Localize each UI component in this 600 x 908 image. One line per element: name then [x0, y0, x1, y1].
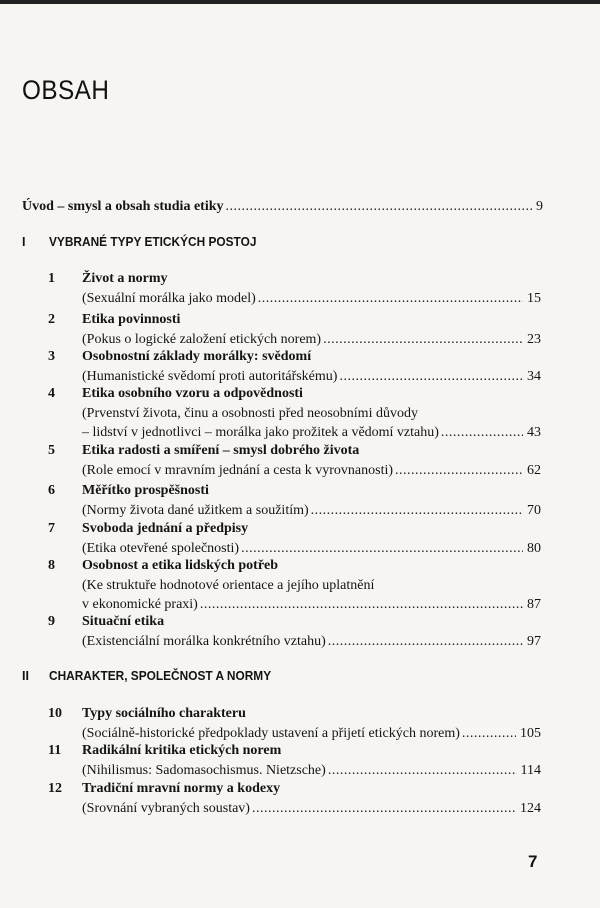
part-number: I: [22, 235, 26, 249]
chapter-title: Osobnost a etika lidských potřeb: [82, 558, 279, 573]
leader-dots: [258, 291, 523, 307]
leader-dots: [441, 425, 523, 441]
intro-title: Úvod – smysl a obsah studia etiky: [22, 199, 224, 214]
chapter-title: Tradiční mravní normy a kodexy: [82, 781, 281, 796]
chapter-subtitle: (Nihilismus: Sadomasochismus. Nietzsche): [82, 762, 326, 778]
chapter-subtitle: (Existenciální morálka konkrétního vztahu): [82, 633, 326, 649]
chapter-number: 11: [48, 743, 62, 758]
leader-dots: [241, 541, 523, 557]
chapter-number: 8: [48, 558, 55, 573]
chapter-number: 6: [48, 483, 55, 498]
intro-page: 9: [536, 199, 543, 214]
part-title: VYBRANÉ TYPY ETICKÝCH POSTOJ: [49, 235, 257, 249]
chapter-number: 4: [48, 386, 55, 401]
leader-dots: [200, 597, 523, 613]
chapter-page: 70: [527, 502, 541, 518]
chapter-subtitle: (Prvenství života, činu a osobnosti před neosobními důvody: [82, 405, 418, 421]
chapter-page: 34: [527, 368, 541, 384]
chapter-page: 87: [527, 597, 541, 612]
chapter-entry: [44, 614, 541, 653]
chapter-page: 97: [527, 633, 541, 649]
chapter-subtitle: (Humanistické svědomí proti autoritářskému): [82, 368, 338, 384]
chapter-number: 1: [48, 271, 55, 286]
chapter-title: Svoboda jednání a předpisy: [82, 521, 249, 536]
chapter-number: 10: [48, 706, 62, 721]
chapter-title: Radikální kritika etických norem: [82, 743, 282, 758]
part-heading: [22, 669, 283, 683]
chapter-entry: [44, 483, 541, 522]
chapter-title: Osobnostní základy morálky: svědomí: [82, 349, 312, 364]
chapter-title: Život a normy: [82, 271, 168, 286]
leader-dots: [462, 726, 516, 742]
chapter-subtitle: (Srovnání vybraných soustav): [82, 800, 250, 816]
chapter-number: 2: [48, 312, 55, 327]
chapter-title: Typy sociálního charakteru: [82, 706, 246, 721]
chapter-entry: [44, 743, 541, 782]
leader-dots: [226, 199, 533, 215]
chapter-entry: [44, 349, 541, 388]
leader-dots: [328, 634, 523, 650]
leader-dots: [252, 801, 516, 817]
chapter-subtitle: (Pokus o logické založení etických norem): [82, 331, 322, 347]
part-title: CHARAKTER, SPOLEČNOST A NORMY: [49, 669, 272, 683]
chapter-page: 80: [527, 540, 541, 556]
page-number: 7: [528, 852, 538, 871]
chapter-page: 114: [520, 762, 541, 778]
chapter-page: 43: [527, 425, 541, 440]
chapter-title: Měřítko prospěšnosti: [82, 483, 209, 498]
chapter-title: Situační etika: [82, 614, 165, 629]
chapter-page: 105: [520, 725, 541, 741]
chapter-entry: [44, 558, 541, 617]
chapter-entry: [44, 271, 541, 310]
chapter-page: 23: [527, 331, 541, 347]
part-number: II: [22, 669, 29, 683]
part-heading: [22, 235, 267, 249]
toc-intro-entry: [22, 199, 543, 215]
leader-dots: [395, 463, 523, 479]
chapter-entry: [44, 781, 541, 820]
chapter-number: 5: [48, 443, 55, 458]
chapter-subtitle: – lidství v jednotlivci – morálka jako prožitek a vědomí vztahu): [82, 425, 439, 440]
chapter-subtitle: (Sociálně-historické předpoklady ustavení a přijetí etických norem): [82, 725, 460, 741]
chapter-title: Etika osobního vzoru a odpovědnosti: [82, 386, 303, 401]
page-title: OBSAH: [22, 75, 110, 105]
chapter-number: 12: [48, 781, 62, 796]
chapter-entry: [44, 386, 541, 445]
chapter-number: 7: [48, 521, 55, 536]
chapter-page: 62: [527, 462, 541, 478]
page-edge: [0, 0, 600, 4]
chapter-number: 3: [48, 349, 55, 364]
leader-dots: [328, 763, 517, 779]
leader-dots: [311, 503, 523, 519]
chapter-page: 124: [520, 800, 541, 816]
chapter-number: 9: [48, 614, 55, 629]
leader-dots: [323, 332, 523, 348]
chapter-subtitle: (Ke struktuře hodnotové orientace a jejího uplatnění: [82, 577, 375, 593]
leader-dots: [339, 369, 523, 385]
chapter-title: Etika radosti a smíření – smysl dobrého života: [82, 443, 360, 458]
chapter-subtitle: (Etika otevřené společnosti): [82, 540, 240, 556]
chapter-entry: [44, 706, 541, 745]
chapter-subtitle: (Sexuální morálka jako model): [82, 290, 256, 306]
chapter-entry: [44, 521, 541, 560]
chapter-page: 15: [527, 290, 541, 306]
chapter-entry: [44, 443, 541, 482]
chapter-subtitle: (Normy života dané užitkem a soužitím): [82, 502, 309, 518]
chapter-subtitle: v ekonomické praxi): [82, 597, 198, 612]
chapter-entry: [44, 312, 541, 351]
chapter-subtitle: (Role emocí v mravním jednání a cesta k vyrovnanosti): [82, 462, 394, 478]
chapter-title: Etika povinnosti: [82, 312, 181, 327]
